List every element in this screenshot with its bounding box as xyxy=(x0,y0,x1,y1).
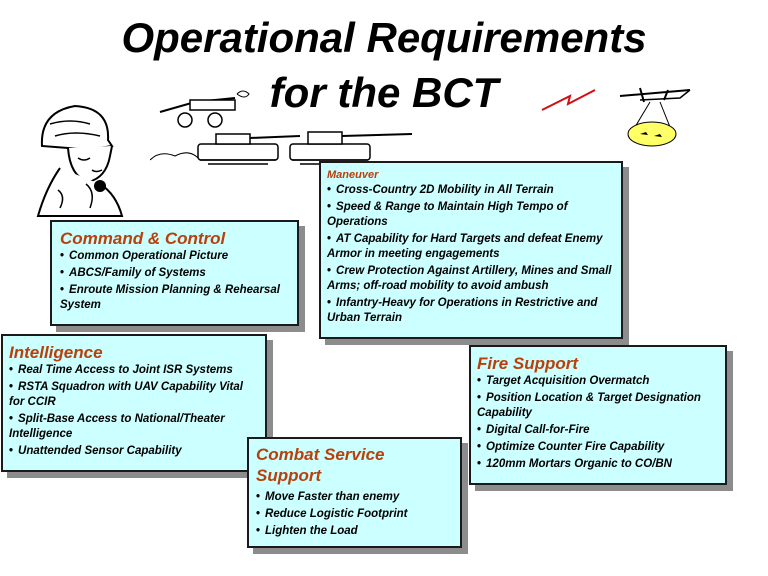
list-item: • Move Faster than enemy xyxy=(256,491,400,503)
combat-service-support-box xyxy=(247,437,462,548)
soldier-icon xyxy=(30,98,130,218)
command-control-box xyxy=(50,220,299,326)
uav-icon xyxy=(540,86,700,156)
maneuver-list xyxy=(327,183,615,326)
list-item: • Enroute Mission Planning & Rehearsal System xyxy=(60,284,280,311)
maneuver-box xyxy=(319,161,623,339)
list-item: • Infantry-Heavy for Operations in Restrictive and Urban Terrain xyxy=(327,297,598,324)
list-item: • Cross-Country 2D Mobility in All Terrain xyxy=(327,184,554,196)
fire-support-box xyxy=(469,345,727,485)
combat-service-support-list xyxy=(256,490,453,539)
page-title-line-2: for the BCT xyxy=(269,69,499,116)
list-item: • Position Location & Target Designation Capability xyxy=(477,392,701,419)
list-item: • ABCS/Family of Systems xyxy=(60,267,206,279)
list-item: • Unattended Sensor Capability xyxy=(9,445,182,457)
list-item: • Optimize Counter Fire Capability xyxy=(477,441,665,453)
list-item: • Common Operational Picture xyxy=(60,250,229,262)
fire-support-heading: Fire Support xyxy=(477,354,579,373)
command-control-heading: Command & Control xyxy=(60,229,226,248)
list-item: • Target Acquisition Overmatch xyxy=(477,375,650,387)
list-item: • RSTA Squadron with UAV Capability Vital for CCIR xyxy=(9,381,243,408)
list-item: • Crew Protection Against Artillery, Mines and Small Arms; off-road mobility to avoid ambush xyxy=(327,265,612,292)
intelligence-list xyxy=(9,363,259,459)
list-item: • Digital Call-for-Fire xyxy=(477,424,590,436)
lightning-icon xyxy=(542,90,595,110)
list-item: • Real Time Access to Joint ISR Systems xyxy=(9,364,233,376)
intelligence-heading: Intelligence xyxy=(9,343,103,362)
list-item: • Split-Base Access to National/Theater Intelligence xyxy=(9,413,225,440)
list-item: • Speed & Range to Maintain High Tempo of Operations xyxy=(327,201,568,228)
maneuver-heading: Maneuver xyxy=(327,169,379,181)
list-item: • 120mm Mortars Organic to CO/BN xyxy=(477,458,672,470)
list-item: • AT Capability for Hard Targets and defeat Enemy Armor in meeting engagements xyxy=(327,233,603,260)
list-item: • Reduce Logistic Footprint xyxy=(256,508,408,520)
command-control-list xyxy=(60,249,289,313)
fire-support-list xyxy=(477,374,719,472)
list-item: • Lighten the Load xyxy=(256,525,358,537)
intelligence-box xyxy=(1,334,267,472)
page-title-line-1: Operational Requirements xyxy=(121,14,647,61)
combat-service-support-heading: Combat Service Support xyxy=(256,445,385,485)
